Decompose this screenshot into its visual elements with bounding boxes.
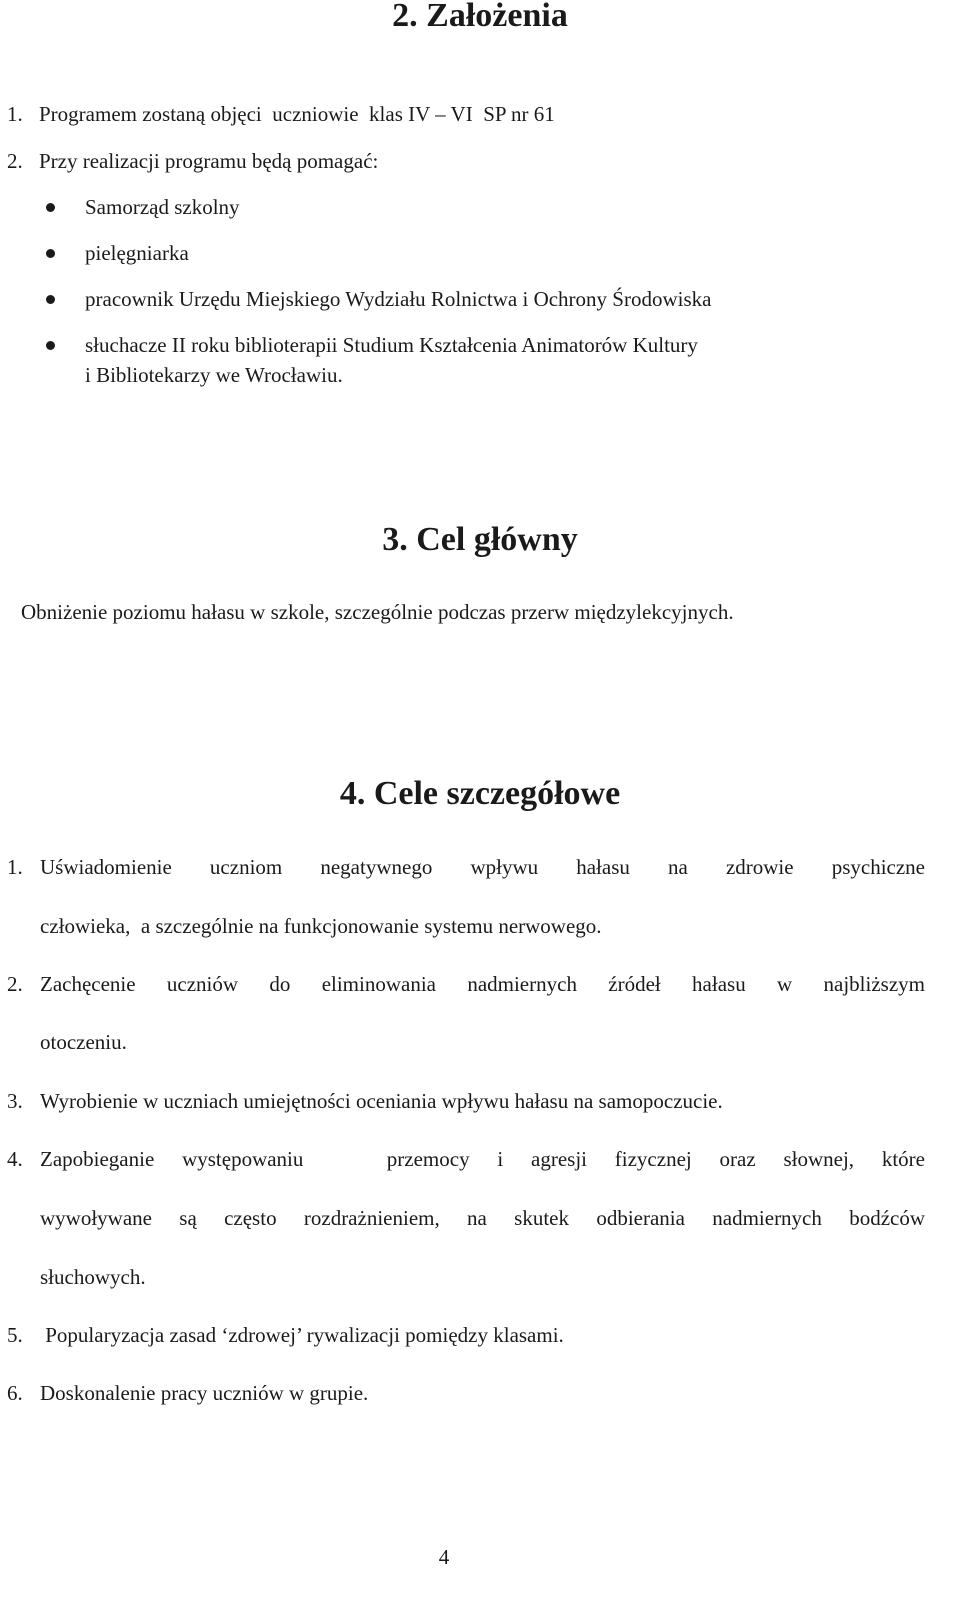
list-item xyxy=(7,148,379,174)
item-text-line: Zachęcenie uczniów do eliminowania nadmiernych źródeł hałasu w najbliższym xyxy=(40,972,925,996)
item-text-line: Wyrobienie w uczniach umiejętności oceniania wpływu hałasu na samopoczucie. xyxy=(40,1089,723,1113)
item-text-line: Zapobieganie występowaniu przemocy i agresji fizycznej oraz słownej, które xyxy=(40,1147,925,1171)
item-number: 1. xyxy=(7,855,23,879)
item-number: 3. xyxy=(7,1089,23,1113)
item-text-line: Popularyzacja zasad ‘zdrowej’ rywalizacji pomiędzy klasami. xyxy=(40,1323,564,1347)
bullet-item: pracownik Urzędu Miejskiego Wydziału Rolnictwa i Ochrony Środowiska xyxy=(85,287,712,311)
item-number: 4. xyxy=(7,1147,23,1171)
item-text-line: Uświadomienie uczniom negatywnego wpływu hałasu na zdrowie psychiczne xyxy=(40,855,925,879)
item-text: Przy realizacji programu będą pomagać: xyxy=(39,149,379,173)
list-item xyxy=(7,101,555,127)
item-text-line: człowieka, a szczególnie na funkcjonowanie systemu nerwowego. xyxy=(40,914,602,938)
main-goal-text: Obniżenie poziomu hałasu w szkole, szczególnie podczas przerw międzylekcyjnych. xyxy=(21,600,734,624)
section-3-heading: 3. Cel główny xyxy=(382,521,578,558)
item-text-line: Doskonalenie pracy uczniów w grupie. xyxy=(40,1381,369,1405)
item-text-line: wywoływane są często rozdrażnieniem, na skutek odbierania nadmiernych bodźców xyxy=(40,1206,925,1230)
section-4-heading: 4. Cele szczegółowe xyxy=(339,775,621,812)
bullet-item: słuchacze II roku biblioterapii Studium Kształcenia Animatorów Kultury xyxy=(85,333,698,357)
item-text: Programem zostaną objęci uczniowie klas IV – VI SP nr 61 xyxy=(39,102,555,126)
bullet-icon xyxy=(46,203,55,212)
item-text-line: słuchowych. xyxy=(40,1265,146,1289)
item-number: 6. xyxy=(7,1381,23,1405)
item-number: 1. xyxy=(7,102,23,126)
section-2-heading: 2. Założenia xyxy=(392,0,568,34)
page-number: 4 xyxy=(438,1545,450,1569)
bullet-item-continuation: i Bibliotekarzy we Wrocławiu. xyxy=(85,363,343,387)
bullet-icon xyxy=(46,295,55,304)
bullet-item: Samorząd szkolny xyxy=(85,195,240,219)
item-number: 5. xyxy=(7,1323,23,1347)
item-number: 2. xyxy=(7,149,23,173)
bullet-icon xyxy=(46,341,55,350)
bullet-item: pielęgniarka xyxy=(85,241,189,265)
item-number: 2. xyxy=(7,972,23,996)
item-text-line: otoczeniu. xyxy=(40,1030,127,1054)
bullet-icon xyxy=(46,249,55,258)
